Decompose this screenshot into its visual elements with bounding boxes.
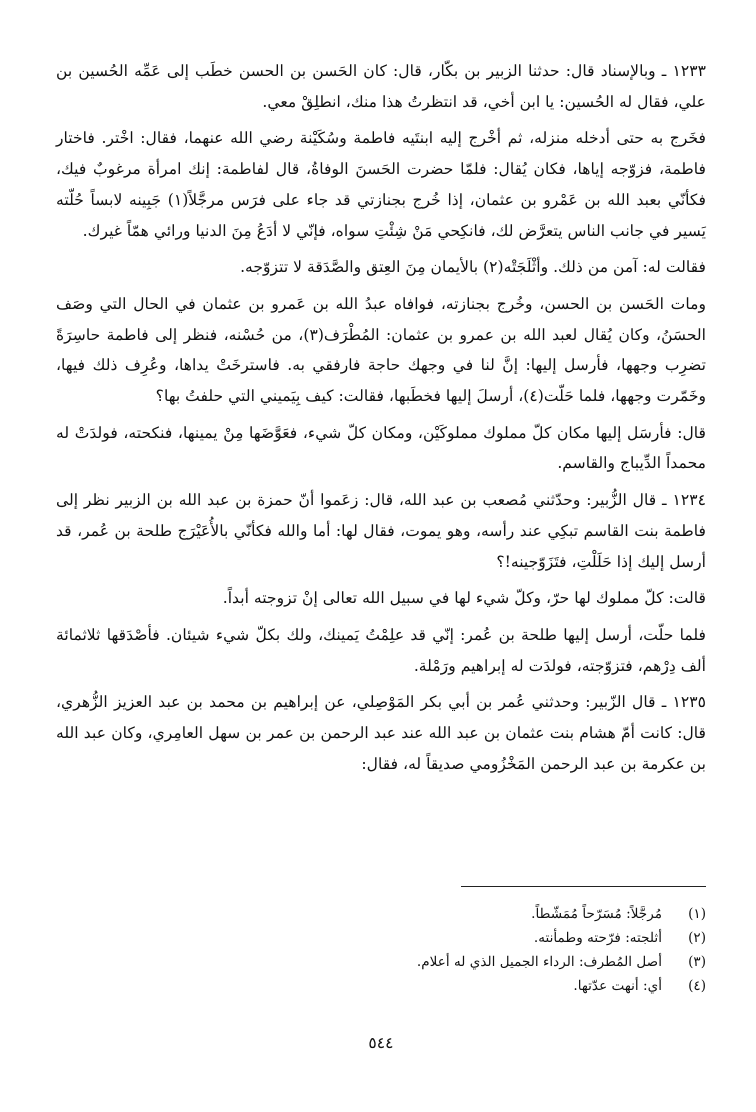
footnote-number: (١) [688, 906, 706, 922]
paragraph-marriage-story: فخَرج به حتى أدخله منزله، ثم أخْرج إليه ابنتَيه فاطمة وسُكَيْنة رضي الله عنهما، فقال: اخْتر. فاختار فاطمة، فزوّجه إياها، فكان يُقال: فلمّا حضرت الحَسنَ الوفاةُ، قال لفاطمة: إنك امرأة مرغوبٌ فيك، فكأنّي بعبد الله بن عَمْرو بن عثمان، إذا خُرج بجنازتي قد جاء على فرَس مرجَّلاً(١) جَبِينه لابساً حُلّته يَسير في جانب الناس يتعرَّض لك، فانكِحي مَنْ شِئْتِ سواه، فإنّي لا أدَعُ مِنَ الدنيا ورائي همّاً غيرك. [56, 129, 706, 240]
paragraph-1233-opening: ١٢٣٣ ـ وبالإسناد قال: حدثنا الزبير بن بكّار، قال: كان الحَسن بن الحسن خطَب إلى عَمِّه الحُسين بن علي، فقال له الحُسين: يا ابن أخي، قد انتظرتُ هذا منك، انطلِقْ معي. [56, 62, 706, 111]
footnote-text: مُرجَّلاً: مُسَرّحاً مُمَشّطاً. [531, 906, 662, 922]
footnote-item [56, 950, 706, 974]
footnote-number: (٤) [688, 978, 706, 994]
footnote-text: أثلجته: فرّحته وطمأنته. [533, 930, 662, 946]
paragraph-oath: فقالت له: آمن من ذلك. وأثْلَجَتْه(٢) بالأيمان مِنَ العِتق والصَّدَقة لا تتزوّجه. [240, 258, 706, 277]
footnote-number: (٢) [688, 930, 706, 946]
paragraph-1235: ١٢٣٥ ـ قال الزّبير: وحدثني عُمر بن أبي بكر المَوْصِلي، عن إبراهيم بن محمد بن عبد العزيز الزُّهري، قال: كانت أمّ هشام بنت عثمان بن عبد الله عند عبد الرحمن بن عمر بن سهل العامِري، وكان عبد الله بن عكرمة بن عبد الرحمن المَخْزُومي صديقاً له، فقال: [56, 693, 706, 773]
footnote-number: (٣) [688, 954, 706, 970]
paragraph-dowry: فلما حلّت، أرسل إليها طلحة بن عُمر: إنّي قد علِمْتُ يَمينك، ولك بكلّ شيء شيئان. فأصْدَقها ثلاثمائة ألف دِرْهم، فتزوّجته، فولدَت له إبراهيم ورَمْلة. [56, 625, 706, 675]
footnotes [56, 902, 706, 998]
main-text [56, 56, 706, 779]
paragraph-1234: ١٢٣٤ ـ قال الزُّبير: وحدّثني مُصعب بن عبد الله، قال: زعَموا أنّ حمزة بن عبد الله بن الزبير نظر إلى فاطمة بنت القاسم تبكِي عند رأسه، وهو يموت، فقال لها: أما والله فكأنّي بالأُعَيْرَج طلحة بن عُمر، قد أرسل إليك إذا حَلَلْتِ، فتَزَوّجينه!؟ [56, 491, 706, 571]
book-page [56, 56, 706, 1056]
footnote-text: أي: أنهت عدّتها. [573, 978, 662, 994]
paragraph-vow: قالت: كلّ مملوك لها حرّ، وكلّ شيء لها في سبيل الله تعالى إنْ تزوجته أبداً. [222, 589, 706, 608]
paragraph-funeral: ومات الحَسن بن الحسن، وخُرج بجنازته، فوافاه عبدُ الله بن عَمرو بن عثمان في الحال التي وصَف الحسَنُ، وكان يُقال لعبد الله بن عمرو بن عثمان: المُطْرَف(٣)، من حُسْنه، فنظر إلى فاطمة حاسِرَةً تضرِب وجهها، فأرسل إليها: إنَّ لنا في وجهك حاجة فارفقي به. فاسترخَتْ يداها، وعُرِف ذلك فيها، وخَمّرت وجهها، فلما حَلّت(٤)، أرسلَ إليها فخطَبها، فقالت: كيف بِيَميني التي حلفتُ بها؟ [56, 294, 706, 406]
paragraph-compensation: قال: فأرسَل إليها مكان كلّ مملوك مملوكَيْن، ومكان كلّ شيء، فعَوَّضَها مِنْ يمينها، فنكحته، فولدَتْ له محمداً الدِّيباج والقاسم. [56, 423, 706, 473]
page-number: ٥٤٤ [368, 1034, 394, 1052]
footnote-text: أصل المُطرف: الرداء الجميل الذي له أعلام. [416, 954, 662, 970]
footnote-divider [461, 886, 706, 887]
footnote-item [56, 926, 706, 950]
footnote-item [56, 974, 706, 998]
footnote-item [56, 902, 706, 926]
